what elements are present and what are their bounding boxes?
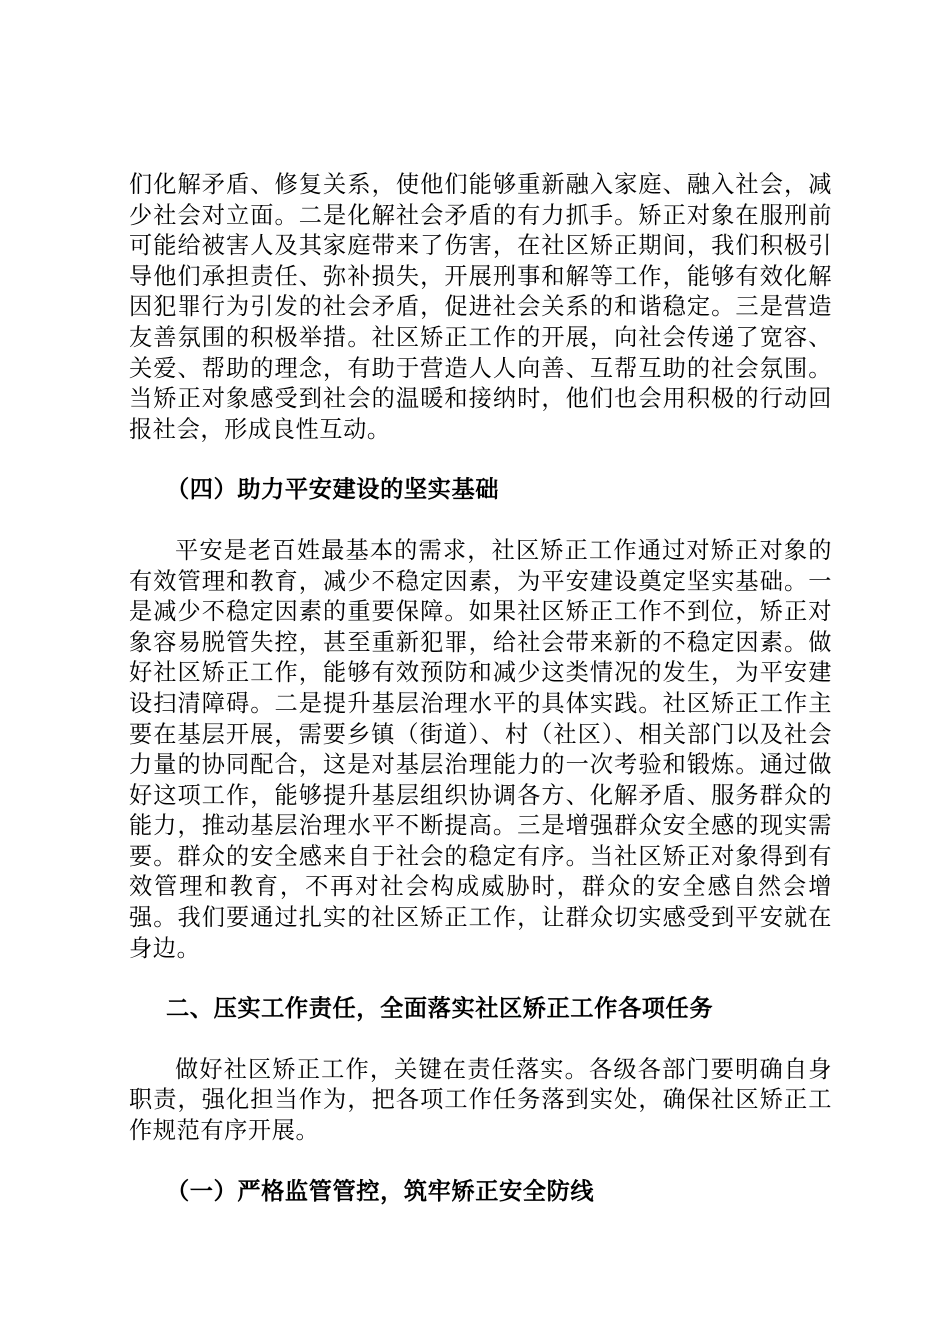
body-paragraph-2: 平安是老百姓最基本的需求，社区矫正工作通过对矫正对象的有效管理和教育，减少不稳定因素，为平安建设奠定坚实基础。一是减少不稳定因素的重要保障。如果社区矫正工作不到位，矫正对象容易脱管失控，甚至重新犯罪，给社会带来新的不稳定因素。做好社区矫正工作，能够有效预防和减少这类情况的发生，为平安建设扫清障碍。二是提升基层治理水平的具体实践。社区矫正工作主要在基层开展，需要乡镇（街道）、村（社区）、相关部门以及社会力量的协同配合，这是对基层治理能力的一次考验和锻炼。通过做好这项工作，能够提升基层组织协调各方、化解矛盾、服务群众的能力，推动基层治理水平不断提高。三是增强群众安全感的现实需要。群众的安全感来自于社会的稳定有序。当社区矫正对象得到有效管理和教育，不再对社会构成威胁时，群众的安全感自然会增强。我们要通过扎实的社区矫正工作，让群众切实感受到平安就在身边。	[129, 536, 832, 962]
subsection-heading-4: （四）助力平安建设的坚实基础	[166, 476, 500, 504]
section-heading-2: 二、压实工作责任，全面落实社区矫正工作各项任务	[166, 995, 714, 1023]
document-page	[129, 170, 832, 1207]
subsection-heading-1: （一）严格监管管控，筑牢矫正安全防线	[166, 1177, 595, 1205]
body-paragraph-3: 做好社区矫正工作，关键在责任落实。各级各部门要明确自身职责，强化担当作为，把各项工作任务落到实处，确保社区矫正工作规范有序开展。	[129, 1055, 832, 1145]
body-paragraph-1: 们化解矛盾、修复关系，使他们能够重新融入家庭、融入社会，减少社会对立面。二是化解社会矛盾的有力抓手。矫正对象在服刑前可能给被害人及其家庭带来了伤害，在社区矫正期间，我们积极引导他们承担责任、弥补损失，开展刑事和解等工作，能够有效化解因犯罪行为引发的社会矛盾，促进社会关系的和谐稳定。三是营造友善氛围的积极举措。社区矫正工作的开展，向社会传递了宽容、关爱、帮助的理念，有助于营造人人向善、互帮互助的社会氛围。当矫正对象感受到社会的温暖和接纳时，他们也会用积极的行动回报社会，形成良性互动。	[129, 171, 832, 443]
